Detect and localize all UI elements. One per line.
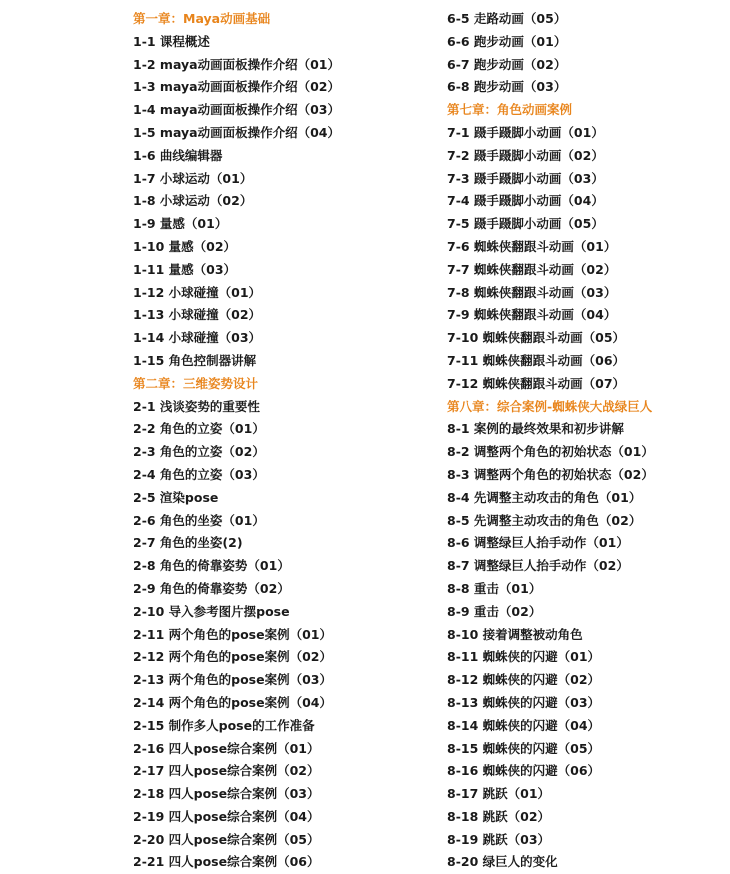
lesson-item: 8-10 接着调整被动角色 [447,626,583,642]
lesson-item: 6-7 跑步动画（02） [447,56,567,72]
lesson-item: 7-11 蜘蛛侠翻跟斗动画（06） [447,352,626,368]
syllabus-left-column [133,8,433,874]
lesson-item: 2-1 浅谈姿势的重要性 [133,398,260,414]
lesson-item: 2-3 角色的立姿（02） [133,444,265,460]
chapter-heading: 第八章：综合案例-蜘蛛侠大战绿巨人 [447,398,653,414]
lesson-item: 7-3 蹑手蹑脚小动画（03） [447,170,604,186]
lesson-item: 2-13 两个角色的pose案例（03） [133,672,332,688]
lesson-item: 1-13 小球碰撞（02） [133,307,262,323]
lesson-item: 8-12 蜘蛛侠的闪避（02） [447,672,601,688]
lesson-item: 1-3 maya动画面板操作介绍（02） [133,79,340,95]
lesson-item: 2-2 角色的立姿（01） [133,421,265,437]
lesson-item: 7-12 蜘蛛侠翻跟斗动画（07） [447,375,626,391]
lesson-item: 8-9 重击（02） [447,603,542,619]
lesson-item: 2-18 四人pose综合案例（03） [133,786,320,802]
lesson-item: 2-11 两个角色的pose案例（01） [133,626,332,642]
lesson-item: 8-4 先调整主动攻击的角色（01） [447,489,642,505]
lesson-item: 7-5 蹑手蹑脚小动画（05） [447,216,604,232]
lesson-item: 2-7 角色的坐姿(2) [133,535,243,551]
lesson-item: 8-14 蜘蛛侠的闪避（04） [447,717,601,733]
syllabus-right-column [447,8,730,874]
chapter-heading: 第七章：角色动画案例 [447,102,573,118]
lesson-item: 1-5 maya动画面板操作介绍（04） [133,124,340,140]
lesson-item: 2-8 角色的倚靠姿势（01） [133,558,290,574]
lesson-item: 8-7 调整绿巨人抬手动作（02） [447,558,629,574]
lesson-item: 8-15 蜘蛛侠的闪避（05） [447,740,601,756]
lesson-item: 1-4 maya动画面板操作介绍（03） [133,102,340,118]
lesson-item: 1-14 小球碰撞（03） [133,330,262,346]
lesson-item: 8-8 重击（01） [447,580,542,596]
lesson-item: 7-4 蹑手蹑脚小动画（04） [447,193,604,209]
lesson-item: 6-6 跑步动画（01） [447,33,567,49]
lesson-item: 7-10 蜘蛛侠翻跟斗动画（05） [447,330,626,346]
lesson-item: 8-17 跳跃（01） [447,786,551,802]
lesson-item: 2-19 四人pose综合案例（04） [133,808,320,824]
lesson-item: 2-21 四人pose综合案例（06） [133,854,320,870]
lesson-item: 1-12 小球碰撞（01） [133,284,262,300]
lesson-item: 7-1 蹑手蹑脚小动画（01） [447,124,604,140]
lesson-item: 2-9 角色的倚靠姿势（02） [133,580,290,596]
lesson-item: 1-10 量感（02） [133,238,237,254]
chapter-heading: 第二章：三维姿势设计 [133,375,259,391]
lesson-item: 2-16 四人pose综合案例（01） [133,740,320,756]
lesson-item: 8-11 蜘蛛侠的闪避（01） [447,649,601,665]
lesson-item: 7-8 蜘蛛侠翻跟斗动画（03） [447,284,617,300]
lesson-item: 8-5 先调整主动攻击的角色（02） [447,512,642,528]
lesson-item: 2-14 两个角色的pose案例（04） [133,694,332,710]
lesson-item: 8-6 调整绿巨人抬手动作（01） [447,535,629,551]
lesson-item: 8-1 案例的最终效果和初步讲解 [447,421,624,437]
lesson-item: 6-5 走路动画（05） [447,11,567,26]
lesson-item: 2-12 两个角色的pose案例（02） [133,649,332,665]
lesson-item: 1-2 maya动画面板操作介绍（01） [133,56,340,72]
lesson-item: 8-16 蜘蛛侠的闪避（06） [447,763,601,779]
lesson-item: 7-6 蜘蛛侠翻跟斗动画（01） [447,238,617,254]
lesson-item: 2-5 渲染pose [133,489,219,505]
lesson-item: 2-20 四人pose综合案例（05） [133,831,320,847]
lesson-item: 1-15 角色控制器讲解 [133,352,257,368]
lesson-item: 8-20 绿巨人的变化 [447,854,558,870]
chapter-heading: 第一章：Maya动画基础 [133,11,271,26]
lesson-item: 8-18 跳跃（02） [447,808,551,824]
lesson-item: 1-7 小球运动（01） [133,170,253,186]
lesson-item: 2-15 制作多人pose的工作准备 [133,717,315,733]
lesson-item: 1-9 量感（01） [133,216,228,232]
lesson-item: 1-1 课程概述 [133,33,210,49]
lesson-item: 6-8 跑步动画（03） [447,79,567,95]
lesson-item: 2-10 导入参考图片摆pose [133,603,290,619]
lesson-item: 7-2 蹑手蹑脚小动画（02） [447,147,604,163]
lesson-item: 8-19 跳跃（03） [447,831,551,847]
lesson-item: 8-3 调整两个角色的初始状态（02） [447,466,654,482]
lesson-item: 2-17 四人pose综合案例（02） [133,763,320,779]
lesson-item: 7-9 蜘蛛侠翻跟斗动画（04） [447,307,617,323]
lesson-item: 8-13 蜘蛛侠的闪避（03） [447,694,601,710]
lesson-item: 1-11 量感（03） [133,261,237,277]
lesson-item: 7-7 蜘蛛侠翻跟斗动画（02） [447,261,617,277]
lesson-item: 2-6 角色的坐姿（01） [133,512,265,528]
lesson-item: 8-2 调整两个角色的初始状态（01） [447,444,654,460]
lesson-item: 1-6 曲线编辑器 [133,147,223,163]
lesson-item: 1-8 小球运动（02） [133,193,253,209]
lesson-item: 2-4 角色的立姿（03） [133,466,265,482]
